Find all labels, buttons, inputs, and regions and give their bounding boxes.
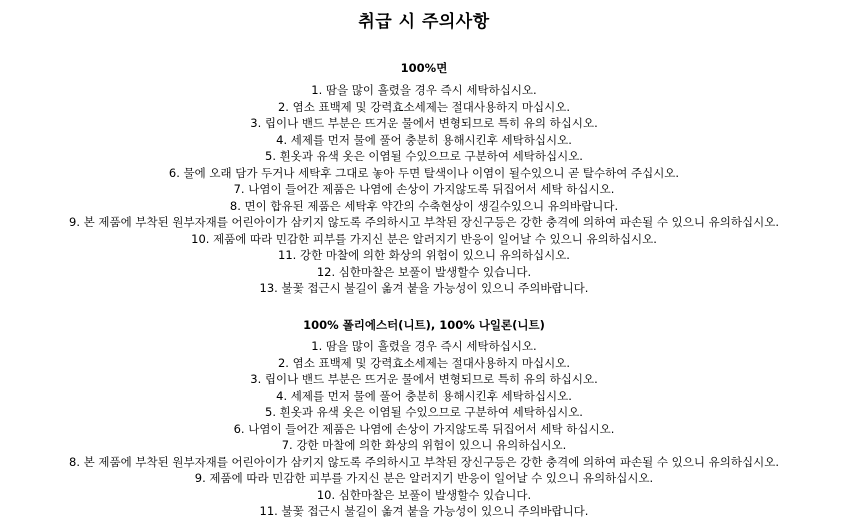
list-item: 10. 제품에 따라 민감한 피부를 가지신 분은 알러지기 반응이 일어날 수 있으니 유의하십시오.	[191, 231, 657, 246]
list-item: 1. 땀을 많이 흘렸을 경우 즉시 세탁하십시오.	[311, 339, 537, 354]
list-item: 8. 면이 합유된 제품은 세탁후 약간의 수축현상이 생길수있으니 유의바랍니다.	[229, 198, 619, 213]
section-cotton	[0, 32, 848, 296]
list-item: 7. 강한 마찰에 의한 화상의 위험이 있으니 유의하십시오.	[281, 438, 567, 453]
section-polyester-nylon	[0, 297, 848, 520]
list-item: 12. 심한마찰은 보풀이 발생할수 있습니다.	[316, 264, 532, 279]
list-item: 8. 본 제품에 부착된 원부자재를 어린아이가 삼키지 않도록 주의하시고 부착된 장신구등은 강한 충격에 의하여 파손될 수 있으니 유의하십시오.	[69, 454, 779, 469]
list-item: 1. 땀을 많이 흘렸을 경우 즉시 세탁하십시오.	[311, 83, 537, 98]
care-instruction-list	[0, 82, 848, 297]
list-item: 5. 흰옷과 유색 옷은 이염될 수있으므로 구분하여 세탁하십시오.	[265, 405, 583, 420]
page-title: 취급 시 주의사항	[358, 12, 490, 32]
list-item: 9. 본 제품에 부착된 원부자재를 어린아이가 삼키지 않도록 주의하시고 부착된 장신구등은 강한 충격에 의하여 파손될 수 있으니 유의하십시오.	[69, 215, 779, 230]
list-item: 11. 불꽃 접근시 불길이 옮겨 붙을 가능성이 있으니 주의바랍니다.	[259, 504, 589, 519]
list-item: 9. 제품에 따라 민감한 피부를 가지신 분은 알러지기 반응이 일어날 수 있으니 유의하십시오.	[194, 471, 654, 486]
section-heading: 100%면	[400, 61, 448, 76]
list-item: 6. 나염이 들어간 제품은 나염에 손상이 가지않도록 뒤집어서 세탁 하십시오.	[233, 421, 615, 436]
list-item: 4. 세제를 먼저 물에 풀어 충분히 용해시킨후 세탁하십시오.	[276, 132, 572, 147]
list-item: 10. 심한마찰은 보풀이 발생할수 있습니다.	[316, 487, 532, 502]
list-item: 2. 염소 표백제 및 강력효소세제는 절대사용하지 마십시오.	[277, 355, 571, 370]
list-item: 6. 물에 오래 담가 두거나 세탁후 그대로 놓아 두면 탈색이나 이염이 될수있으니 곧 탈수하여 주십시오.	[168, 165, 680, 180]
list-item: 13. 불꽃 접근시 불길이 옮겨 붙을 가능성이 있으니 주의바랍니다.	[259, 281, 589, 296]
list-item: 5. 흰옷과 유색 옷은 이염될 수있으므로 구분하여 세탁하십시오.	[265, 149, 583, 164]
list-item: 11. 강한 마찰에 의한 화상의 위험이 있으니 유의하십시오.	[278, 248, 570, 263]
list-item: 2. 염소 표백제 및 강력효소세제는 절대사용하지 마십시오.	[277, 99, 571, 114]
section-heading: 100% 폴리에스터(니트), 100% 나일론(니트)	[303, 317, 545, 332]
list-item: 3. 립이나 밴드 부분은 뜨거운 물에서 변형되므로 특히 유의 하십시오.	[250, 372, 598, 387]
care-instruction-list	[0, 338, 848, 520]
list-item: 4. 세제를 먼저 물에 풀어 충분히 용해시킨후 세탁하십시오.	[276, 388, 572, 403]
list-item: 7. 나염이 들어간 제품은 나염에 손상이 가지않도록 뒤집어서 세탁 하십시오.	[233, 182, 615, 197]
list-item: 3. 립이나 밴드 부분은 뜨거운 물에서 변형되므로 특히 유의 하십시오.	[250, 116, 598, 131]
